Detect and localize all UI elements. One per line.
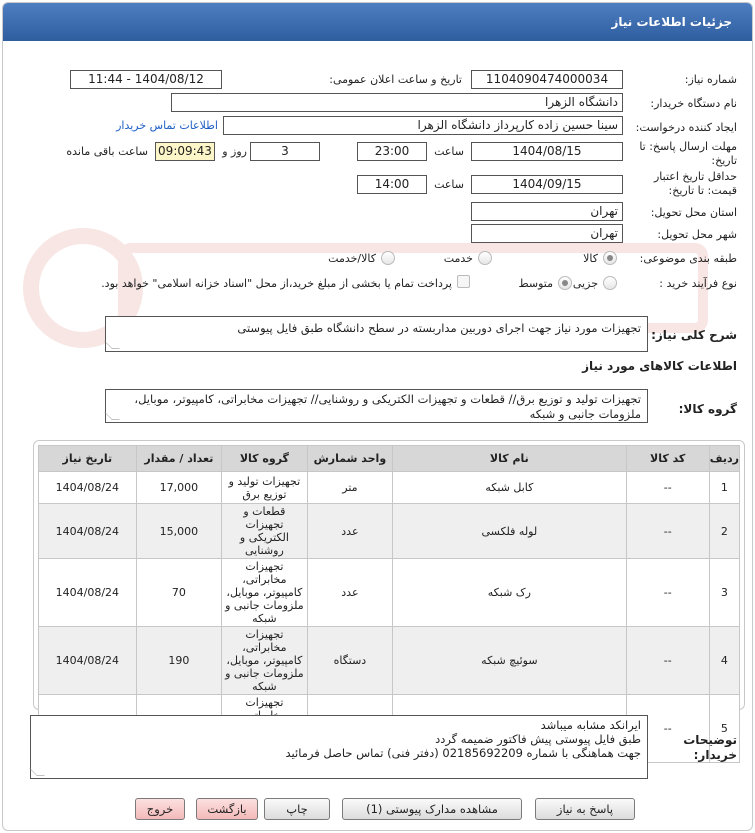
cell-row: 3	[709, 559, 739, 627]
col-header-name: نام کالا	[393, 446, 626, 472]
cell-row: 5	[709, 695, 739, 763]
need-number-field: 1104090474000034	[471, 70, 623, 89]
category-radio-goods-service[interactable]	[381, 251, 395, 265]
cell-qty: 70	[136, 559, 221, 627]
city-label: شهر محل تحویل:	[657, 228, 737, 241]
category-label: طبقه بندی موضوعی:	[639, 252, 737, 265]
buyer-contact-link[interactable]: اطلاعات تماس خریدار	[116, 119, 218, 132]
remaining-label: ساعت باقی مانده	[66, 145, 148, 158]
cell-date: 1404/08/24	[39, 504, 137, 559]
cell-date: 1404/08/24	[39, 559, 137, 627]
category-radio-goods[interactable]	[603, 251, 617, 265]
cell-group: تجهیزات	[222, 695, 308, 763]
cell-unit: دستگاه	[307, 627, 392, 695]
resize-handle-icon[interactable]	[104, 341, 120, 349]
creator-label: ایجاد کننده درخواست:	[635, 121, 737, 134]
purchase-type-label: نوع فرآیند خرید :	[659, 277, 737, 290]
cell-code: --	[626, 504, 709, 559]
exit-button[interactable]: خروج	[135, 798, 185, 820]
validity-label-line1: حداقل تاریخ اعتبار	[653, 170, 737, 183]
cell-date: 1404/08/24	[39, 472, 137, 504]
buyer-notes-label-line2: خریدار:	[693, 748, 737, 762]
col-header-row: ردیف	[709, 446, 739, 472]
general-desc-box	[105, 316, 648, 352]
deadline-time-label: ساعت	[434, 145, 464, 158]
back-button[interactable]: بازگشت	[196, 798, 258, 820]
cell-qty: 15,000	[136, 504, 221, 559]
need-details-panel	[2, 2, 753, 831]
col-header-unit: واحد شمارش	[307, 446, 392, 472]
announce-datetime-label: تاریخ و ساعت اعلان عمومی:	[329, 73, 462, 86]
city-field: تهران	[471, 224, 623, 243]
view-attachments-button[interactable]: مشاهده مدارک پیوستی (1)	[342, 798, 522, 820]
table-row	[39, 559, 740, 627]
goods-info-title: اطلاعات کالاهای مورد نیاز	[582, 359, 737, 373]
days-label: روز و	[222, 145, 247, 158]
buyer-org-label: نام دستگاه خریدار:	[650, 97, 737, 110]
col-header-code: کد کالا	[626, 446, 709, 472]
goods-group-text: تجهیزات تولید و توزیع برق// قطعات و تجهیزات الکتریکی و روشنایی// تجهیزات مخابراتی، کامپیوتر، موبایل، ملزومات جانبی و شبکه	[134, 392, 641, 421]
cell-row: 1	[709, 472, 739, 504]
validity-date-field: 1404/09/15	[471, 175, 623, 194]
province-label: استان محل تحویل:	[650, 206, 737, 219]
cell-code: --	[626, 559, 709, 627]
validity-label-line2: قیمت: تا تاریخ:	[668, 184, 737, 197]
deadline-time-field: 23:00	[357, 142, 427, 161]
purchase-radio-medium[interactable]	[558, 276, 572, 290]
buyer-note-line: طبق فایل پیوستی پیش فاکتور ضمیمه گردد	[435, 732, 641, 746]
treasury-note: پرداخت تمام یا بخشی از مبلغ خرید،از محل "اسناد خزانه اسلامی" خواهد بود.	[101, 277, 452, 290]
cell-group: تجهیزات مخابراتی، کامپیوتر، موبایل، ملزومات جانبی و شبکه	[222, 559, 308, 627]
category-radio-service[interactable]	[478, 251, 492, 265]
col-header-date: تاریخ نیاز	[39, 446, 137, 472]
reply-button[interactable]: پاسخ به نیاز	[535, 798, 635, 820]
cell-name: سوئیچ شبکه	[393, 627, 626, 695]
buyer-org-field: دانشگاه الزهرا	[171, 93, 623, 112]
general-desc-text: تجهیزات مورد نیاز جهت اجرای دوربین مداربسته در سطح دانشگاه طبق فایل پیوستی	[237, 321, 641, 335]
category-option-goods: کالا	[583, 252, 598, 265]
buyer-notes-box	[30, 715, 648, 779]
province-field: تهران	[471, 202, 623, 221]
cell-code: --	[626, 472, 709, 504]
goods-group-box	[105, 389, 648, 423]
buyer-note-line: ایرانکد مشابه میباشد	[540, 718, 641, 732]
cell-name: رک شبکه	[393, 559, 626, 627]
announce-datetime-field: 1404/08/12 - 11:44	[70, 70, 222, 89]
days-field: 3	[250, 142, 320, 161]
table-row	[39, 504, 740, 559]
validity-time-field: 14:00	[357, 175, 427, 194]
remaining-time-field: 09:09:43	[155, 142, 215, 161]
cell-group: قطعات و تجهیزات الکتریکی و روشنایی	[222, 504, 308, 559]
print-button[interactable]: چاپ	[264, 798, 330, 820]
panel-title: جزئیات اطلاعات نیاز	[3, 3, 752, 41]
cell-qty: 190	[136, 627, 221, 695]
purchase-option-medium: متوسط	[518, 277, 553, 290]
cell-unit: عدد	[307, 559, 392, 627]
general-desc-label: شرح کلی نیاز:	[651, 328, 737, 342]
deadline-label-line2: تاریخ:	[711, 154, 737, 167]
deadline-label-line1: مهلت ارسال پاسخ: تا	[639, 140, 737, 153]
treasury-checkbox[interactable]	[457, 275, 470, 288]
cell-group: تجهیزات تولید و توزیع برق	[222, 472, 308, 504]
cell-name: کابل شبکه	[393, 472, 626, 504]
category-option-service: خدمت	[443, 252, 473, 265]
cell-unit: متر	[307, 472, 392, 504]
cell-group: تجهیزات مخابراتی، کامپیوتر، موبایل، ملزومات جانبی و شبکه	[222, 627, 308, 695]
goods-group-label: گروه کالا:	[678, 402, 737, 416]
resize-handle-icon[interactable]	[29, 768, 45, 776]
cell-code: --	[626, 627, 709, 695]
buyer-notes-label-line1: توضیحات	[683, 733, 737, 747]
validity-time-label: ساعت	[434, 178, 464, 191]
cell-date: 1404/08/24	[39, 627, 137, 695]
buyer-note-line: جهت هماهنگی با شماره 02185692209 (دفتر فنی) تماس حاصل فرمائید	[285, 746, 641, 760]
category-option-goods-service: کالا/خدمت	[328, 252, 376, 265]
need-number-label: شماره نیاز:	[684, 73, 737, 86]
purchase-radio-minor[interactable]	[603, 276, 617, 290]
cell-qty: 17,000	[136, 472, 221, 504]
resize-handle-icon[interactable]	[104, 412, 120, 420]
deadline-date-field: 1404/08/15	[471, 142, 623, 161]
creator-field: سینا حسین زاده کارپرداز دانشگاه الزهرا	[223, 116, 623, 135]
cell-row: 2	[709, 504, 739, 559]
cell-unit: عدد	[307, 504, 392, 559]
col-header-group: گروه کالا	[222, 446, 308, 472]
cell-row: 4	[709, 627, 739, 695]
purchase-option-minor: جزیی	[572, 277, 598, 290]
col-header-qty: تعداد / مقدار	[136, 446, 221, 472]
table-row	[39, 472, 740, 504]
cell-code: --	[626, 695, 709, 763]
cell-name: لوله فلکسی	[393, 504, 626, 559]
table-row	[39, 627, 740, 695]
